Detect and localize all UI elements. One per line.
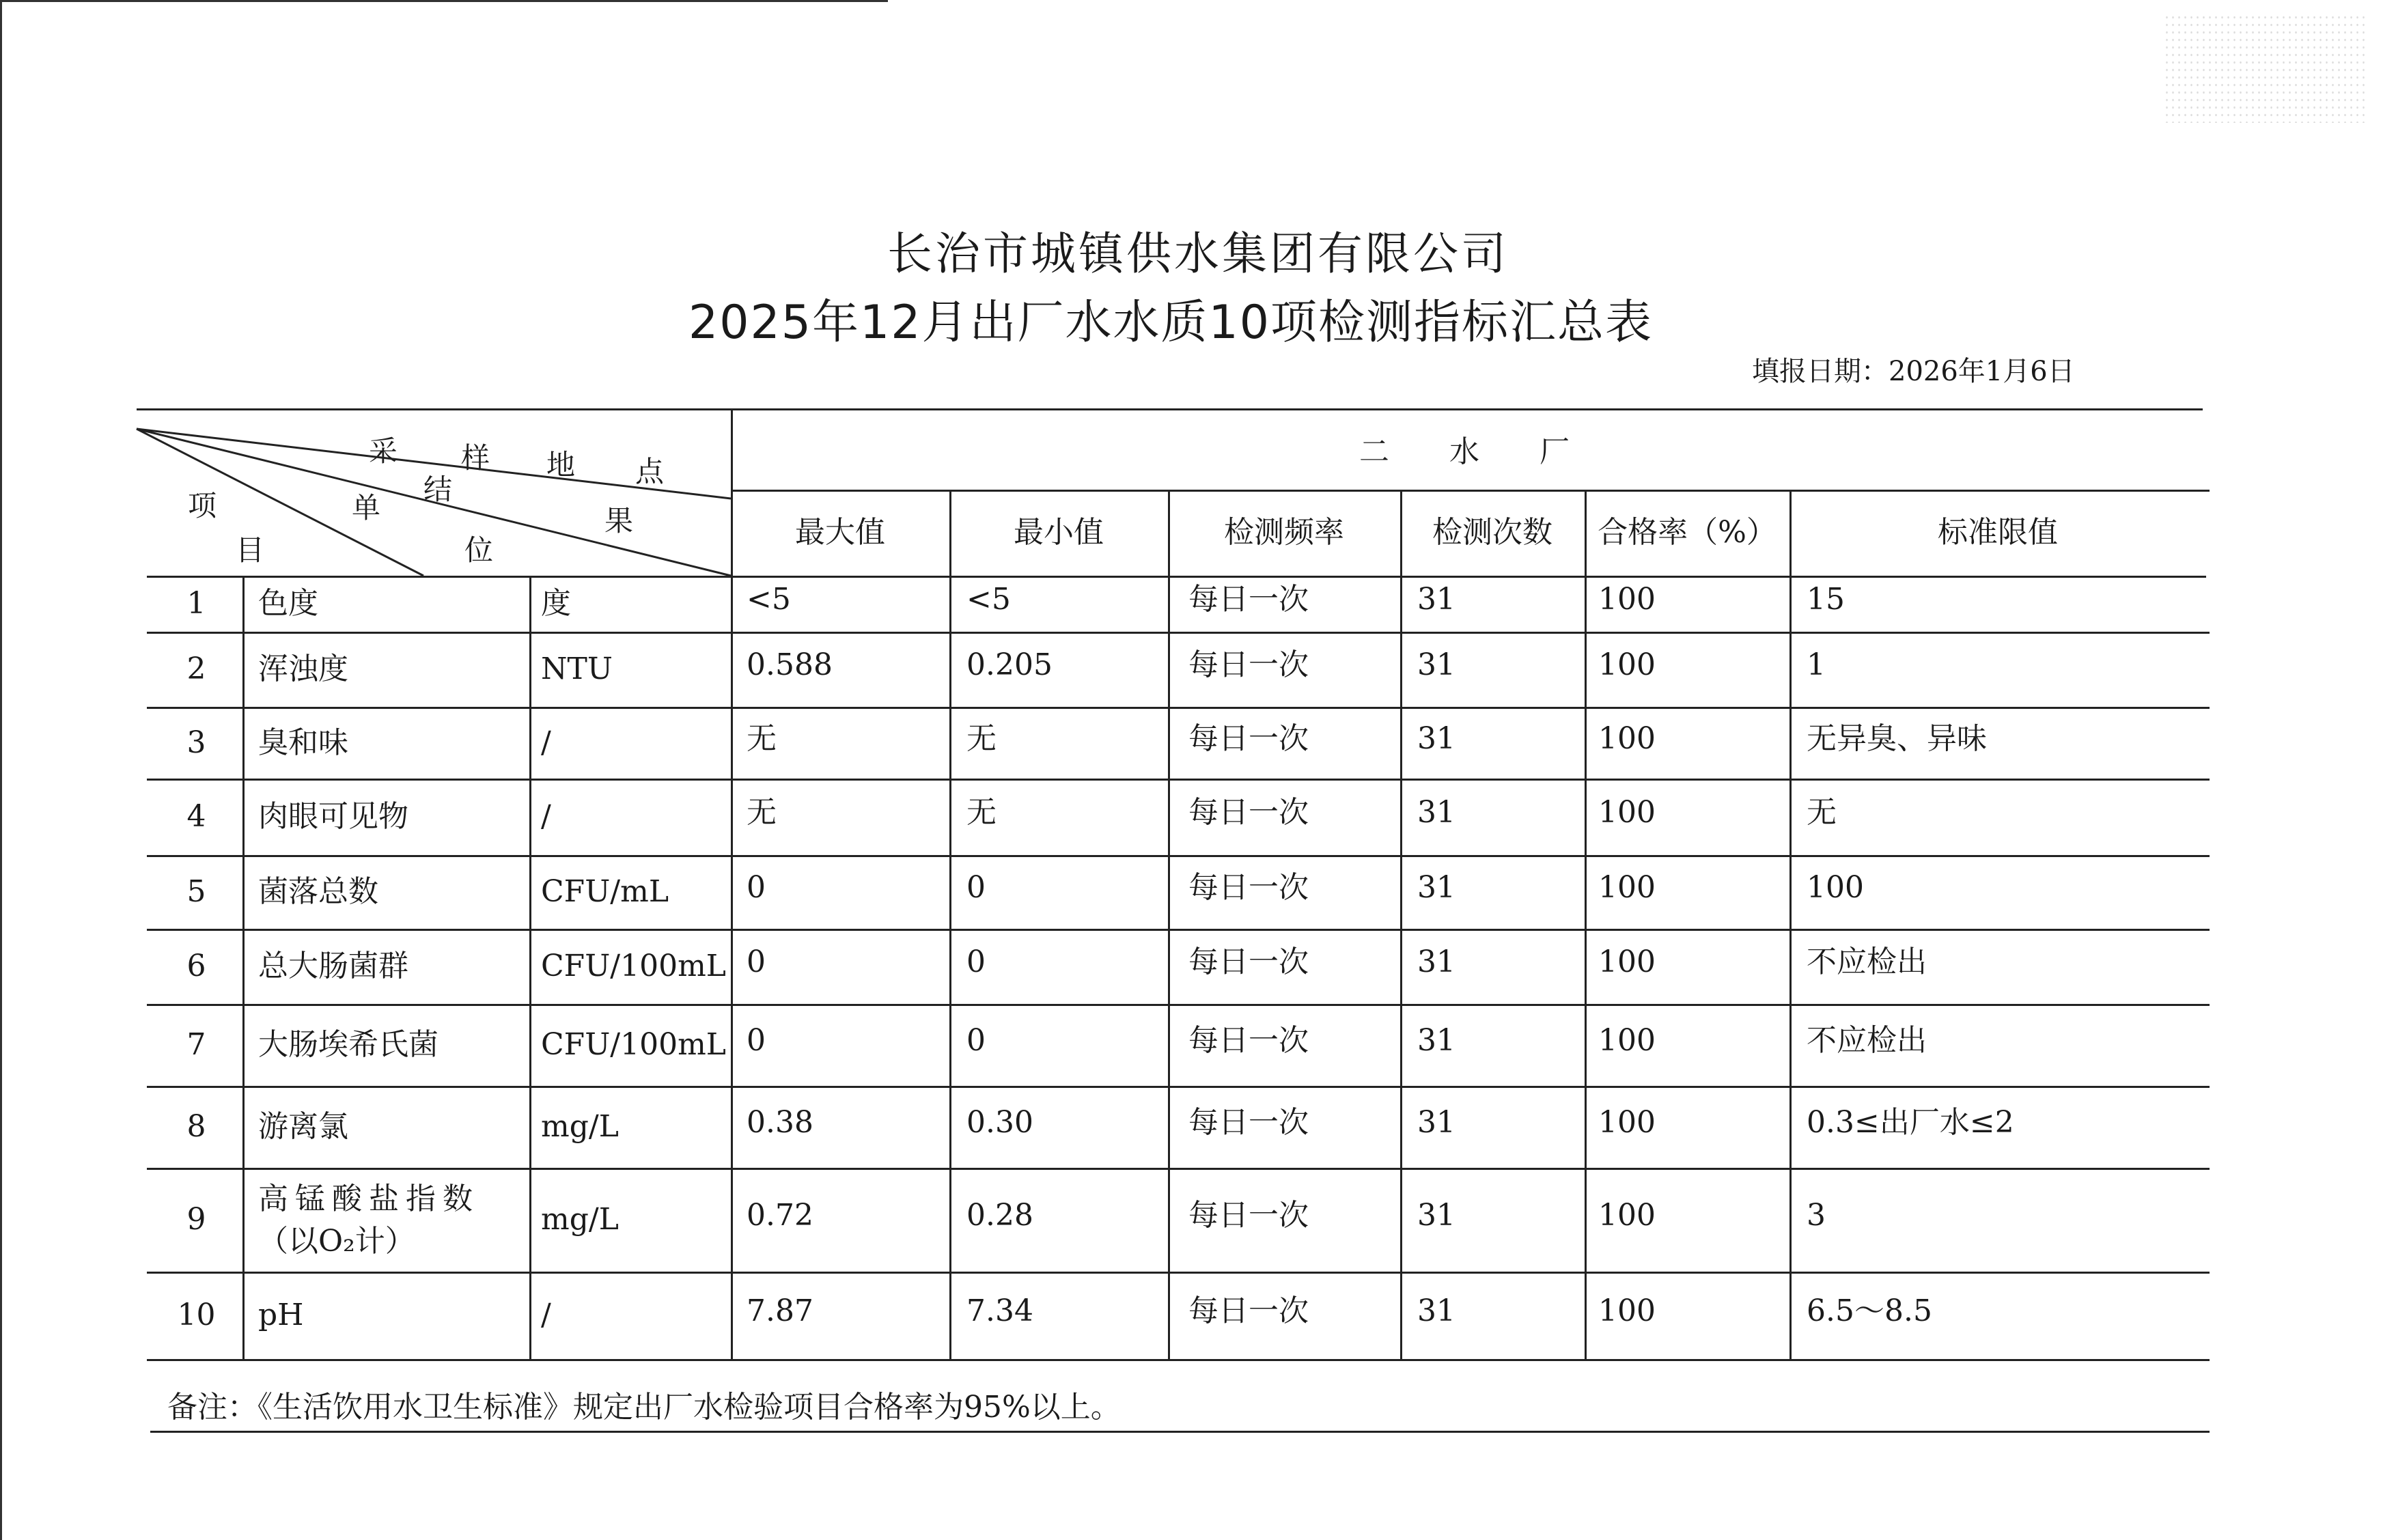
item-name: 肉眼可见物 xyxy=(258,799,408,834)
item-name: 臭和味 xyxy=(258,725,348,760)
column-header: 合格率（%） xyxy=(1598,515,1777,550)
row-number: 5 xyxy=(186,874,206,909)
value-rate: 100 xyxy=(1598,1293,1656,1328)
standard-limit: 不应检出 xyxy=(1807,1023,1927,1058)
standard-limit: 15 xyxy=(1807,582,1845,617)
value-count: 31 xyxy=(1417,1198,1455,1233)
diag-label-result: 果 xyxy=(604,504,634,537)
value-max: 0.38 xyxy=(747,1105,813,1140)
value-max: 7.87 xyxy=(747,1293,813,1328)
item-name: 大肠埃希氏菌 xyxy=(258,1027,438,1062)
unit: / xyxy=(541,725,551,760)
value-count: 31 xyxy=(1417,1023,1455,1058)
diag-label-item: 项 xyxy=(188,489,217,522)
value-max: 0.588 xyxy=(747,647,833,682)
unit: / xyxy=(541,1298,551,1332)
test-frequency: 每日一次 xyxy=(1188,1198,1309,1233)
unit: CFU/100mL xyxy=(541,1027,727,1062)
standard-limit: 无 xyxy=(1807,795,1837,830)
diag-label-sampling-location: 点 xyxy=(635,455,665,488)
item-name: 游离氯 xyxy=(258,1109,348,1144)
value-rate: 100 xyxy=(1598,1023,1656,1058)
value-min: 无 xyxy=(966,795,997,830)
value-min: 0.30 xyxy=(966,1105,1033,1140)
column-header: 最大值 xyxy=(795,515,885,550)
standard-limit: 3 xyxy=(1807,1198,1826,1233)
row-number: 7 xyxy=(186,1027,206,1062)
standard-limit: 1 xyxy=(1807,647,1826,682)
value-rate: 100 xyxy=(1598,1198,1656,1233)
diag-label-sampling-location: 采 xyxy=(369,434,398,468)
standard-limit: 6.5～8.5 xyxy=(1807,1293,1932,1328)
document-subtitle: 2025年12月出厂水水质10项检测指标汇总表 xyxy=(688,296,1654,350)
diag-label-unit: 单 xyxy=(352,491,381,524)
value-rate: 100 xyxy=(1598,1105,1656,1140)
fill-date: 填报日期：2026年1月6日 xyxy=(1752,356,2075,387)
value-min: <5 xyxy=(966,582,1011,617)
value-max: 无 xyxy=(747,720,777,756)
row-number: 6 xyxy=(186,949,206,983)
value-rate: 100 xyxy=(1598,795,1656,830)
unit: NTU xyxy=(541,652,613,686)
column-header: 最小值 xyxy=(1014,515,1104,550)
value-min: 0 xyxy=(966,1023,986,1058)
diag-label-sampling-location: 地 xyxy=(546,448,576,481)
standard-limit: 100 xyxy=(1807,870,1864,905)
unit: mg/L xyxy=(541,1202,619,1237)
test-frequency: 每日一次 xyxy=(1188,647,1309,682)
row-number: 1 xyxy=(186,586,206,621)
test-frequency: 每日一次 xyxy=(1188,582,1309,617)
row-number: 8 xyxy=(186,1109,206,1144)
document-title: 长治市城镇供水集团有限公司 xyxy=(887,227,1509,280)
test-frequency: 每日一次 xyxy=(1188,1105,1309,1140)
value-count: 31 xyxy=(1417,720,1455,756)
row-number: 2 xyxy=(186,652,206,686)
test-frequency: 每日一次 xyxy=(1188,870,1309,905)
test-frequency: 每日一次 xyxy=(1188,944,1309,979)
value-max: <5 xyxy=(747,582,791,617)
value-rate: 100 xyxy=(1598,944,1656,979)
diagonal-rule xyxy=(137,429,731,499)
standard-limit: 无异臭、异味 xyxy=(1807,720,1987,756)
test-frequency: 每日一次 xyxy=(1188,1293,1309,1328)
value-min: 0.205 xyxy=(966,647,1053,682)
diag-label-sampling-location: 样 xyxy=(461,441,490,475)
diag-label-item: 目 xyxy=(236,533,265,567)
row-number: 4 xyxy=(186,799,206,834)
value-rate: 100 xyxy=(1598,870,1656,905)
unit: mg/L xyxy=(541,1109,619,1144)
test-frequency: 每日一次 xyxy=(1188,795,1309,830)
value-max: 0.72 xyxy=(747,1198,813,1233)
item-name: 色度 xyxy=(258,586,318,621)
plant-header: 二 水 厂 xyxy=(1359,434,1570,469)
value-count: 31 xyxy=(1417,1105,1455,1140)
value-rate: 100 xyxy=(1598,647,1656,682)
value-rate: 100 xyxy=(1598,582,1656,617)
value-min: 0 xyxy=(966,870,986,905)
unit: CFU/100mL xyxy=(541,949,727,983)
value-max: 0 xyxy=(747,1023,766,1058)
value-rate: 100 xyxy=(1598,720,1656,756)
value-count: 31 xyxy=(1417,1293,1455,1328)
row-number: 3 xyxy=(186,725,206,760)
value-count: 31 xyxy=(1417,870,1455,905)
test-frequency: 每日一次 xyxy=(1188,1023,1309,1058)
item-name: 高锰酸盐指数 xyxy=(258,1181,479,1216)
diagonal-rule xyxy=(137,429,731,576)
diagonal-rule xyxy=(137,429,423,576)
value-min: 无 xyxy=(966,720,997,756)
unit: 度 xyxy=(541,586,571,621)
row-number: 10 xyxy=(177,1298,216,1332)
row-number: 9 xyxy=(186,1202,206,1237)
item-name: 菌落总数 xyxy=(258,874,378,909)
unit: / xyxy=(541,799,551,834)
value-max: 无 xyxy=(747,795,777,830)
item-name: 总大肠菌群 xyxy=(258,949,408,983)
item-name: pH xyxy=(258,1298,304,1332)
value-count: 31 xyxy=(1417,647,1455,682)
column-header: 标准限值 xyxy=(1938,515,2058,550)
standard-limit: 0.3≤出厂水≤2 xyxy=(1807,1105,2014,1140)
column-header: 检测次数 xyxy=(1432,515,1552,550)
value-count: 31 xyxy=(1417,795,1455,830)
value-min: 7.34 xyxy=(966,1293,1033,1328)
value-count: 31 xyxy=(1417,944,1455,979)
item-name-note: （以O₂计） xyxy=(258,1224,415,1259)
value-count: 31 xyxy=(1417,582,1455,617)
remark: 备注：《生活饮用水卫生标准》规定出厂水检验项目合格率为95%以上。 xyxy=(167,1390,1121,1425)
value-min: 0.28 xyxy=(966,1198,1033,1233)
standard-limit: 不应检出 xyxy=(1807,944,1927,979)
item-name: 浑浊度 xyxy=(258,652,348,686)
unit: CFU/mL xyxy=(541,874,669,909)
test-frequency: 每日一次 xyxy=(1188,720,1309,756)
diag-label-result: 结 xyxy=(423,473,453,506)
value-max: 0 xyxy=(747,870,766,905)
value-min: 0 xyxy=(966,944,986,979)
diag-label-unit: 位 xyxy=(464,533,494,567)
column-header: 检测频率 xyxy=(1224,515,1344,550)
value-max: 0 xyxy=(747,944,766,979)
